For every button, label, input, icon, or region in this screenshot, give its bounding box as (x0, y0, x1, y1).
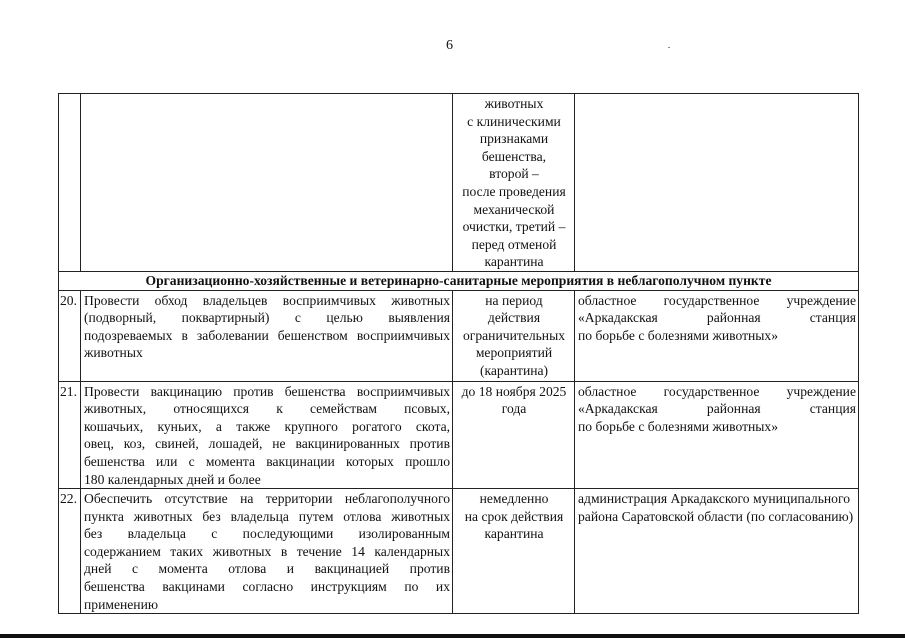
scan-speck (668, 47, 670, 48)
action-cell-line: пункта животных без владельца путем отлова животных (84, 508, 450, 524)
term-cell-line: на срок действия (464, 508, 564, 524)
number-cell: 20. (59, 290, 81, 381)
responsible-cell (575, 94, 859, 272)
term-cell-line: (карантина) (479, 362, 549, 378)
action-cell (81, 381, 453, 489)
term-cell-line: до 18 ноября 2025 (461, 383, 567, 399)
term-cell-line: ограничительных (462, 327, 566, 343)
section-header-row (59, 271, 859, 290)
term-cell-line: карантина (484, 526, 544, 542)
action-cell-line: бешенства вакцинами согласно инструкциям по их (84, 579, 450, 595)
responsible-cell-line: по борьбе с болезнями животных» (578, 327, 779, 343)
term-cell-line: бешенства, (481, 148, 547, 164)
term-cell-line: перед отменой (471, 236, 557, 252)
action-cell-line: дней с момента отлова и вакцинацией против (84, 561, 450, 577)
scan-bottom-edge (0, 634, 905, 638)
responsible-cell-line: «Аркадакская районная станция (578, 310, 856, 326)
term-cell-line: второй – (489, 166, 539, 182)
action-cell-line: содержанием таких животных в течение 14 календарных (84, 543, 450, 559)
number-cell (59, 94, 81, 272)
action-cell-line: 180 календарных дней и более (84, 471, 261, 487)
term-cell-line: механической (473, 201, 555, 217)
action-cell-line: животных (84, 345, 143, 361)
action-cell-line: кошачьих, куньих, а также крупного рогатого скота, (84, 418, 450, 434)
term-cell (453, 381, 575, 489)
responsible-cell-line: района Саратовской области (по согласованию) (578, 508, 854, 524)
action-cell-line: животных, относящихся к семействам псовых, (84, 401, 450, 417)
section-header: Организационно-хозяйственные и ветеринарно-санитарные мероприятия в неблагополучном пункте (59, 271, 859, 290)
responsible-cell-line: администрация Аркадакского муниципального (578, 491, 851, 507)
action-cell (81, 290, 453, 381)
term-cell-line: мероприятий (475, 345, 553, 361)
term-cell-line: на период (485, 292, 543, 308)
term-cell-line: животных (484, 96, 544, 111)
term-cell (453, 94, 575, 272)
action-cell-line: овец, коз, свиней, лошадей, не вакцинированных против (84, 436, 450, 452)
action-cell-line: подозреваемых в заболевании бешенством восприимчивых (84, 327, 450, 343)
term-cell-line: действия (487, 310, 541, 326)
number-cell: 21. (59, 381, 81, 489)
responsible-cell-line: «Аркадакская районная станция (578, 401, 856, 417)
term-cell-line: с клиническими (467, 113, 561, 129)
term-cell-line: признаками (479, 131, 549, 147)
action-cell (81, 489, 453, 614)
action-cell-line: без владельца с последующими изолированным (84, 526, 450, 542)
responsible-cell (575, 489, 859, 614)
term-cell-line: карантина (484, 254, 544, 270)
term-cell-line: после проведения (462, 183, 566, 199)
responsible-cell-line: областное государственное учреждение (578, 292, 856, 308)
measures-table (58, 93, 859, 614)
action-cell-line: Провести вакцинацию против бешенства восприимчивых (84, 383, 450, 399)
page-number: 6 (446, 38, 453, 53)
table-row (59, 290, 859, 381)
term-cell-line: очистки, третий – (462, 219, 566, 235)
responsible-cell-line: по борьбе с болезнями животных» (578, 418, 779, 434)
term-cell (453, 290, 575, 381)
term-cell-line: года (501, 401, 527, 417)
table-row (59, 489, 859, 614)
term-cell-line: немедленно (479, 491, 549, 507)
action-cell-line: Провести обход владельцев восприимчивых животных (84, 292, 450, 308)
term-cell (453, 489, 575, 614)
table-row-continuation (59, 94, 859, 272)
action-cell (81, 94, 453, 272)
action-cell-line: Обеспечить отсутствие на территории неблагополучного (84, 491, 450, 507)
responsible-cell-line: областное государственное учреждение (578, 383, 856, 399)
action-cell-line: (подворный, поквартирный) с целью выявления (84, 310, 450, 326)
action-cell-line: применению (84, 596, 158, 612)
responsible-cell (575, 290, 859, 381)
table-row (59, 381, 859, 489)
responsible-cell (575, 381, 859, 489)
action-cell-line: бешенства или с момента вакцинации которых прошло (84, 453, 450, 469)
number-cell: 22. (59, 489, 81, 614)
